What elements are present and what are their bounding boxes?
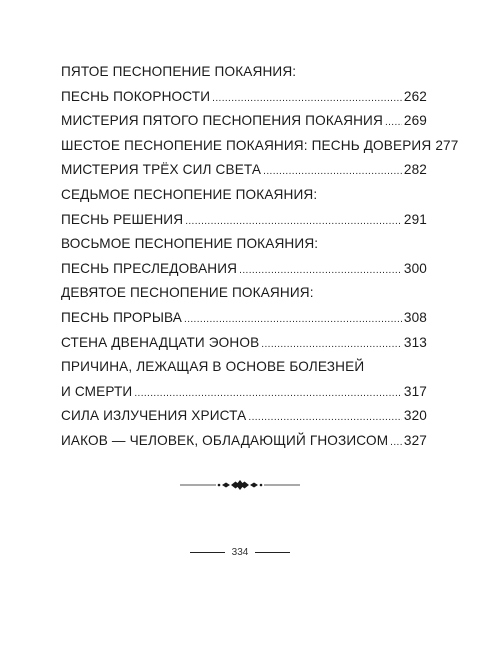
toc-entry-page: 300 <box>403 260 427 276</box>
toc-entry <box>61 109 427 134</box>
toc-entry-page: 282 <box>403 162 427 178</box>
toc-entry-title: ПРИЧИНА, ЛЕЖАЩАЯ В ОСНОВЕ БОЛЕЗНЕЙ <box>61 359 365 375</box>
toc-entry <box>61 60 427 85</box>
toc-entry-title: СИЛА ИЗЛУЧЕНИЯ ХРИСТА <box>61 408 247 424</box>
toc-entry <box>61 281 427 306</box>
toc-entry-title: СЕДЬМОЕ ПЕСНОПЕНИЕ ПОКАЯНИЯ: <box>61 186 318 202</box>
toc-entry-title: ПЕСНЬ РЕШЕНИЯ <box>61 211 184 227</box>
toc-entry-page: 308 <box>403 309 427 325</box>
toc-entry-title: ДЕВЯТОЕ ПЕСНОПЕНИЕ ПОКАЯНИЯ: <box>61 285 314 301</box>
footer-rule-right <box>255 552 290 553</box>
table-of-contents <box>61 60 459 454</box>
footer-rule-left <box>190 552 225 553</box>
toc-leader-dots <box>134 382 402 407</box>
toc-entry <box>61 208 427 233</box>
toc-entry-page: 317 <box>403 383 427 399</box>
toc-entry <box>61 85 427 110</box>
toc-leader-dots <box>248 406 401 431</box>
toc-entry <box>61 355 427 380</box>
toc-entry-page: 269 <box>403 113 427 129</box>
toc-entry <box>61 331 427 356</box>
toc-entry <box>61 232 427 257</box>
toc-leader-dots <box>185 210 402 235</box>
toc-entry <box>61 306 427 331</box>
toc-entry <box>61 257 427 282</box>
toc-entry-title: СТЕНА ДВЕНАДЦАТИ ЭОНОВ <box>61 334 260 350</box>
toc-entry-title: ПЕСНЬ ПРЕСЛЕДОВАНИЯ <box>61 260 238 276</box>
toc-leader-dots <box>239 259 402 284</box>
toc-entry-title: ПЕСНЬ ПОКОРНОСТИ <box>61 88 211 104</box>
toc-entry-title: ШЕСТОЕ ПЕСНОПЕНИЕ ПОКАЯНИЯ: ПЕСНЬ ДОВЕРИЯ <box>61 137 432 153</box>
toc-leader-dots <box>263 160 402 185</box>
ornament-divider-icon <box>180 478 300 492</box>
toc-entry-title: ПЯТОЕ ПЕСНОПЕНИЕ ПОКАЯНИЯ: <box>61 64 297 79</box>
toc-entry-title: ПЕСНЬ ПРОРЫВА <box>61 309 183 325</box>
toc-entry <box>61 429 427 454</box>
toc-entry-page: 320 <box>403 408 427 424</box>
toc-entry-page: 277 <box>435 137 459 153</box>
toc-entry <box>61 404 427 429</box>
toc-entry <box>61 158 427 183</box>
toc-entry-page: 291 <box>403 211 427 227</box>
toc-leader-dots <box>212 87 402 112</box>
toc-entry-title: ВОСЬМОЕ ПЕСНОПЕНИЕ ПОКАЯНИЯ: <box>61 236 319 252</box>
toc-leader-dots <box>385 111 402 136</box>
toc-leader-dots <box>390 431 402 456</box>
toc-leader-dots <box>261 333 402 358</box>
toc-entry-title: МИСТЕРИЯ ТРЁХ СИЛ СВЕТА <box>61 162 262 178</box>
toc-entry <box>61 134 459 159</box>
toc-entry <box>61 183 427 208</box>
toc-entry-page: 262 <box>403 88 427 104</box>
toc-entry-title: И СМЕРТИ <box>61 383 133 399</box>
toc-entry <box>61 380 427 405</box>
page-footer <box>190 544 290 560</box>
page-number: 334 <box>231 546 249 558</box>
toc-entry-page: 313 <box>403 334 427 350</box>
toc-entry-title: ИАКОВ — ЧЕЛОВЕК, ОБЛАДАЮЩИЙ ГНОЗИСОМ <box>61 432 389 448</box>
toc-entry-page: 327 <box>403 432 427 448</box>
toc-leader-dots <box>184 308 402 333</box>
toc-entry-title: МИСТЕРИЯ ПЯТОГО ПЕСНОПЕНИЯ ПОКАЯНИЯ <box>61 113 383 129</box>
